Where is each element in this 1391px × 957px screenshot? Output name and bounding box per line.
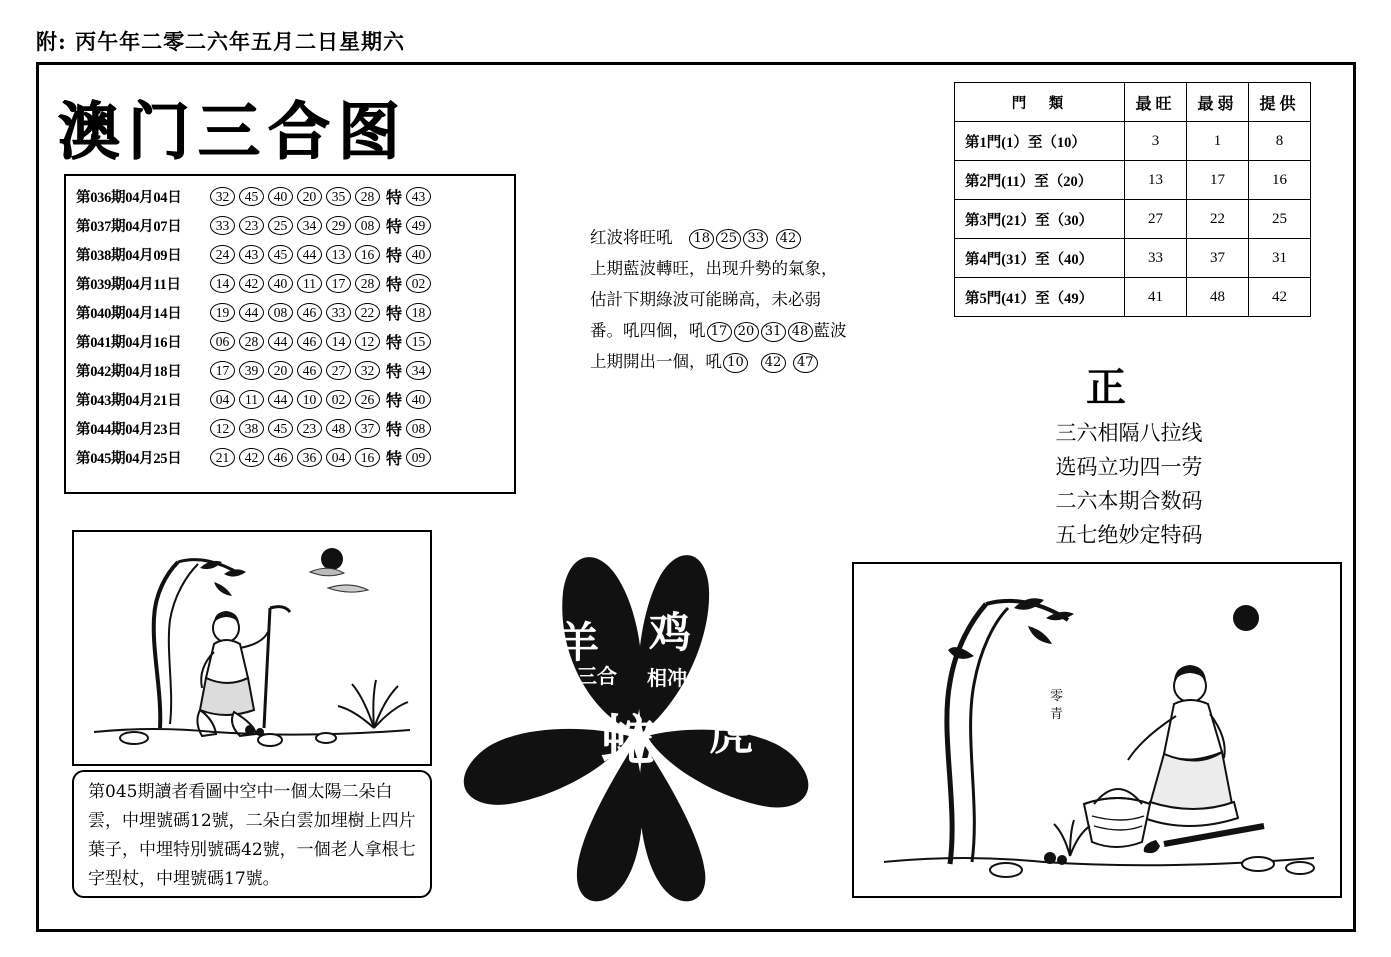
ball: 34 (297, 216, 322, 235)
gate-name: 第1門(1）至（10） (955, 122, 1125, 161)
ball: 14 (210, 274, 235, 293)
table-row (76, 211, 506, 240)
ball: 02 (326, 390, 351, 409)
header-date-line: 附: 丙午年二零二六年五月二日星期六 (36, 29, 406, 54)
special-ball: 02 (406, 274, 431, 293)
table-row (955, 122, 1311, 161)
special-ball: 08 (406, 419, 431, 438)
gate-cold: 1 (1187, 122, 1249, 161)
ball: 28 (355, 274, 380, 293)
table-row (76, 356, 506, 385)
petal-label-xiangchong: 相冲 (647, 666, 687, 690)
special-ball: 15 (406, 332, 431, 351)
ball: 45 (268, 245, 293, 264)
petal-label-liuhe: 六合 (535, 686, 555, 730)
ball: 20 (297, 187, 322, 206)
ball: 16 (355, 245, 380, 264)
gate-name: 第3門(21）至（30） (955, 200, 1125, 239)
ball: 17 (707, 322, 732, 342)
gate-offer: 25 (1249, 200, 1311, 239)
ball: 20 (268, 361, 293, 380)
zheng-line: 三六相隔八拉线 (1055, 421, 1203, 445)
special-label: 特 (386, 277, 403, 294)
petal-label-tu: 兔 (472, 693, 515, 742)
special-ball: 43 (406, 187, 431, 206)
petal-label-hu: 虎 (709, 709, 753, 760)
commentary-line-1: 红波将旺吼 18 25 33 42 (590, 222, 880, 253)
ball: 44 (268, 332, 293, 351)
ball: 18 (689, 229, 714, 249)
ball: 44 (297, 245, 322, 264)
ball: 17 (210, 361, 235, 380)
ball: 23 (239, 216, 264, 235)
gate-offer: 16 (1249, 161, 1311, 200)
old-man-with-staff-illustration (74, 532, 430, 764)
table-row (955, 200, 1311, 239)
special-label: 特 (386, 335, 403, 352)
column-header-cold: 最弱 (1187, 83, 1249, 122)
ball: 47 (793, 353, 818, 373)
petal-label-ji: 鸡 (649, 608, 692, 657)
ball: 32 (355, 361, 380, 380)
gate-name: 第2門(11）至（20） (955, 161, 1125, 200)
ball: 46 (297, 332, 322, 351)
gate-cold: 37 (1187, 239, 1249, 278)
ball: 11 (297, 274, 322, 293)
zheng-line: 二六本期合数码 (1055, 489, 1203, 513)
gate-cold: 48 (1187, 278, 1249, 317)
commentary-line-4: 番。吼四個，吼 17 20 31 48 藍波 (590, 321, 847, 340)
gate-name: 第5門(41）至（49） (955, 278, 1125, 317)
gate-hot: 41 (1125, 278, 1187, 317)
draw-label: 第038期04月09日 (76, 248, 182, 264)
special-label: 特 (386, 190, 403, 207)
ball: 42 (776, 229, 801, 249)
ball: 42 (761, 353, 786, 373)
ball: 28 (355, 187, 380, 206)
draw-label: 第042期04月18日 (76, 364, 182, 380)
left-caption-box: 第045期讀者看圖中空中一個太陽二朵白雲，中埋號碼12號，二朵白雲加埋樹上四片葉子，中埋特別號碼42號，一個老人拿根七字型杖，中埋號碼17號。 (72, 770, 432, 898)
ball: 21 (210, 448, 235, 467)
ball: 08 (355, 216, 380, 235)
ball: 44 (268, 390, 293, 409)
special-ball: 18 (406, 303, 431, 322)
ball: 31 (761, 322, 786, 342)
ball: 33 (210, 216, 235, 235)
ball: 46 (297, 361, 322, 380)
gate-name: 第4門(31）至（40） (955, 239, 1125, 278)
column-header-gate: 門 類 (955, 83, 1125, 122)
table-row (76, 269, 506, 298)
ball: 16 (355, 448, 380, 467)
kneeling-man-with-basket-illustration (854, 564, 1340, 896)
ball: 22 (355, 303, 380, 322)
zheng-verse-block (1024, 416, 1234, 552)
ball: 11 (239, 390, 264, 409)
svg-text:青: 青 (1050, 707, 1064, 722)
ball: 12 (355, 332, 380, 351)
column-header-offer: 提供 (1249, 83, 1311, 122)
ball: 37 (355, 419, 380, 438)
ball: 26 (355, 390, 380, 409)
draw-label: 第036期04月04日 (76, 190, 182, 206)
table-row (955, 239, 1311, 278)
left-illustration-box (72, 530, 432, 766)
special-label: 特 (386, 248, 403, 265)
gate-offer: 8 (1249, 122, 1311, 161)
table-row (76, 327, 506, 356)
gate-cold: 22 (1187, 200, 1249, 239)
special-label: 特 (386, 364, 403, 381)
column-header-hot: 最旺 (1125, 83, 1187, 122)
special-label: 特 (386, 393, 403, 410)
ball: 40 (268, 187, 293, 206)
gate-hot: 3 (1125, 122, 1187, 161)
ball: 06 (210, 332, 235, 351)
gate-hot: 27 (1125, 200, 1187, 239)
gate-statistics-table (954, 82, 1311, 317)
draw-history-table (64, 174, 516, 494)
zheng-heading: 正 (1086, 364, 1126, 411)
commentary-block (590, 222, 880, 377)
gate-offer: 31 (1249, 239, 1311, 278)
ball: 04 (326, 448, 351, 467)
ball: 29 (326, 216, 351, 235)
petal-label-yang: 羊 (557, 618, 600, 667)
ball: 10 (723, 353, 748, 373)
special-ball: 40 (406, 390, 431, 409)
ball: 33 (326, 303, 351, 322)
table-row (76, 414, 506, 443)
ball: 39 (239, 361, 264, 380)
table-row (955, 161, 1311, 200)
draw-label: 第041期04月16日 (76, 335, 182, 351)
ball: 24 (210, 245, 235, 264)
ball: 45 (268, 419, 293, 438)
ball: 48 (788, 322, 813, 342)
draw-label: 第043期04月21日 (76, 393, 182, 409)
page-title: 澳门三合图 (58, 95, 409, 168)
table-row (76, 182, 506, 211)
special-ball: 34 (406, 361, 431, 380)
commentary-line-3: 估計下期綠波可能睇高，未必弱 (590, 290, 821, 309)
petal-label-she: 蛇 (601, 708, 655, 772)
table-row (76, 385, 506, 414)
special-label: 特 (386, 306, 403, 323)
draw-label: 第037期04月07日 (76, 219, 182, 235)
ball: 46 (268, 448, 293, 467)
special-ball: 40 (406, 245, 431, 264)
draw-label: 第039期04月11日 (76, 277, 181, 293)
ball: 42 (239, 274, 264, 293)
draw-label: 第045期04月25日 (76, 451, 182, 467)
ball: 14 (326, 332, 351, 351)
ball: 12 (210, 419, 235, 438)
table-row (76, 298, 506, 327)
ball: 25 (268, 216, 293, 235)
ball: 28 (239, 332, 264, 351)
ball: 23 (297, 419, 322, 438)
zheng-line: 五七绝妙定特码 (1055, 523, 1203, 547)
ball: 13 (326, 245, 351, 264)
ball: 45 (239, 187, 264, 206)
ball: 40 (268, 274, 293, 293)
special-label: 特 (386, 219, 403, 236)
ball: 35 (326, 187, 351, 206)
special-label: 特 (386, 451, 403, 468)
ball: 43 (239, 245, 264, 264)
right-illustration-box (852, 562, 1342, 898)
ball: 42 (239, 448, 264, 467)
zodiac-flower-diagram (437, 520, 837, 910)
zheng-line: 选码立功四一劳 (1055, 455, 1203, 479)
commentary-line-5: 上期開出一個，吼 10 42 47 (590, 346, 880, 377)
ball: 48 (326, 419, 351, 438)
ball: 33 (743, 229, 768, 249)
gate-hot: 33 (1125, 239, 1187, 278)
ball: 17 (326, 274, 351, 293)
table-row (76, 443, 506, 472)
special-ball: 09 (406, 448, 431, 467)
ball: 46 (297, 303, 322, 322)
ball: 44 (239, 303, 264, 322)
ball: 08 (268, 303, 293, 322)
gate-offer: 42 (1249, 278, 1311, 317)
table-header-row (955, 83, 1311, 122)
ball: 38 (239, 419, 264, 438)
commentary-line-2: 上期藍波轉旺，出现升勢的氣象， (590, 259, 838, 278)
table-row (76, 240, 506, 269)
special-ball: 49 (406, 216, 431, 235)
ball: 10 (297, 390, 322, 409)
ball: 20 (734, 322, 759, 342)
table-row (955, 278, 1311, 317)
svg-text:零: 零 (1050, 689, 1064, 704)
ball: 04 (210, 390, 235, 409)
ball: 27 (326, 361, 351, 380)
gate-cold: 17 (1187, 161, 1249, 200)
petal-label-sanhe: 三合 (577, 664, 617, 688)
ball: 25 (716, 229, 741, 249)
draw-label: 第044期04月23日 (76, 422, 182, 438)
special-label: 特 (386, 422, 403, 439)
ball: 19 (210, 303, 235, 322)
draw-label: 第040期04月14日 (76, 306, 182, 322)
ball: 32 (210, 187, 235, 206)
gate-hot: 13 (1125, 161, 1187, 200)
ball: 36 (297, 448, 322, 467)
